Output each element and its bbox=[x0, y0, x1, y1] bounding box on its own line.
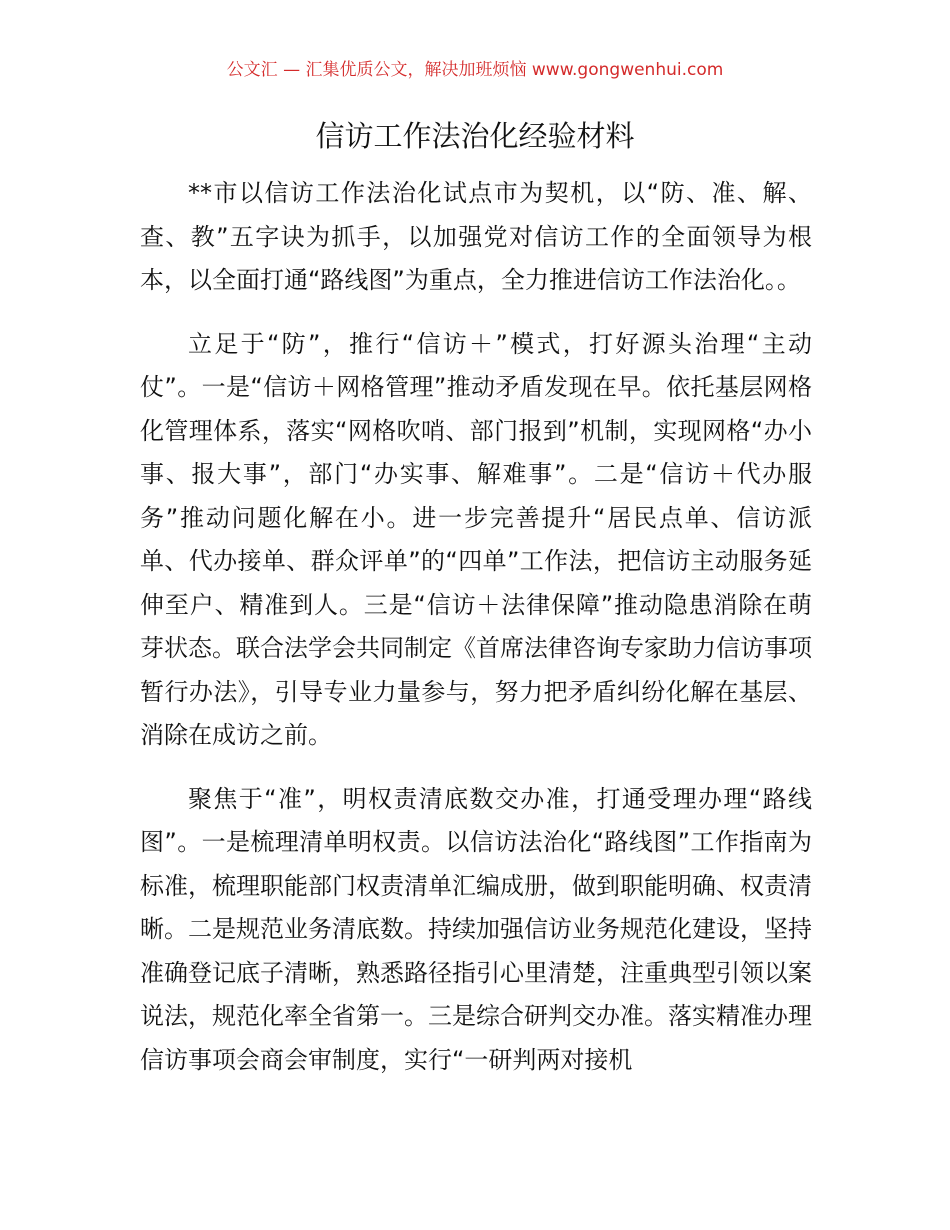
document-title: 信访工作法治化经验材料 bbox=[315, 119, 635, 153]
header-banner[interactable]: 公文汇 — 汇集优质公文，解决加班烦恼 www.gongwenhui.com bbox=[226, 60, 724, 80]
paragraph-accuracy: 聚焦于“准”，明权责清底数交办准，打通受理办理“路线图”。一是梳理清单明权责。以信访法治化“路线图”工作指南为标准，梳理职能部门权责清单汇编成册，做到职能明确、权责清晰。二是规范业务清底数。持续加强信访业务规范化建设，坚持准确登记底子清晰，熟悉路径指引心里清楚，注重典型引领以案说法，规范化率全省第一。三是综合研判交办准。落实精准办理信访事项会商会审制度，实行“一研判两对接机 bbox=[140, 784, 812, 1074]
paragraph-prevention: 立足于“防”，推行“信访＋”模式，打好源头治理“主动仗”。一是“信访＋网格管理”推动矛盾发现在早。依托基层网格化管理体系，落实“网格吹哨、部门报到”机制，实现网格“办小事、报大事”，部门“办实事、解难事”。二是“信访＋代办服务”推动问题化解在小。进一步完善提升“居民点单、信访派单、代办接单、群众评单”的“四单”工作法，把信访主动服务延伸至户、精准到人。三是“信访＋法律保障”推动隐患消除在萌芽状态。联合法学会共同制定《首席法律咨询专家助力信访事项暂行办法》，引导专业力量参与，努力把矛盾纠纷化解在基层、消除在成访之前。 bbox=[140, 329, 812, 749]
paragraph-intro: **市以信访工作法治化试点市为契机，以“防、准、解、查、教”五字诀为抓手，以加强党对信访工作的全面领导为根本，以全面打通“路线图”为重点，全力推进信访工作法治化。。 bbox=[140, 179, 812, 294]
document-body bbox=[140, 172, 812, 1082]
